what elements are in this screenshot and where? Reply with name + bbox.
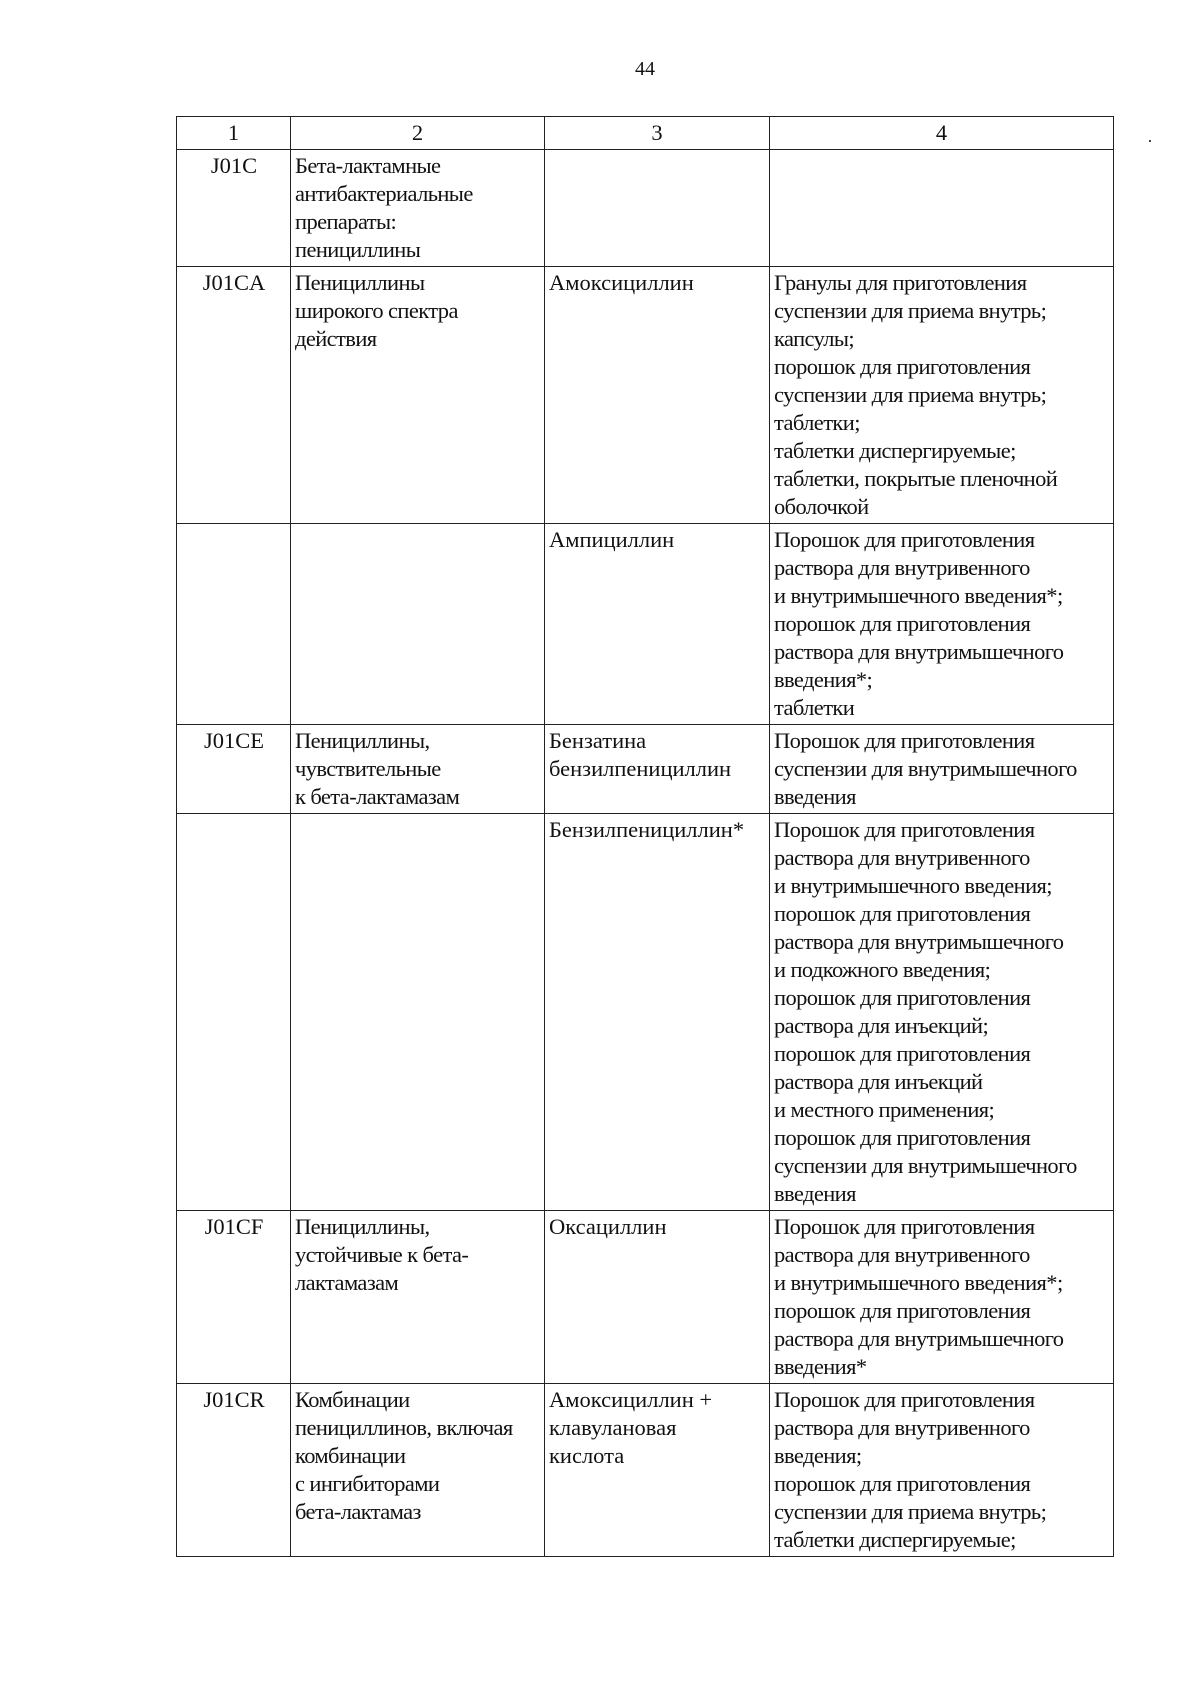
header-cell-2: 2: [291, 117, 545, 150]
dosage-form-line: Порошок для приготовления: [774, 728, 1035, 753]
dosage-form-line: оболочкой: [774, 494, 869, 519]
page-number: 44: [635, 58, 655, 80]
dosage-form-line: порошок для приготовления: [774, 1125, 1031, 1150]
dosage-form-line: капсулы;: [774, 326, 855, 351]
dosage-form-line: порошок для приготовления: [774, 611, 1031, 636]
dosage-form-line: раствора для внутривенного: [774, 1242, 1030, 1267]
dosage-form-line: порошок для приготовления: [774, 985, 1031, 1010]
group-name-line: лактамазам: [295, 1270, 399, 1295]
group-name-line: широкого спектра: [295, 298, 458, 323]
dosage-forms-cell: [770, 814, 1114, 1211]
group-name-line: антибактериальные: [295, 181, 473, 206]
dosage-form-line: и местного применения;: [774, 1097, 995, 1122]
group-name-line: с ингибиторами: [295, 1471, 440, 1496]
group-name-line: Пенициллины,: [295, 728, 430, 753]
header-cell-1: 1: [177, 117, 291, 150]
group-name-line: Пенициллины,: [295, 1214, 430, 1239]
dosage-form-line: и внутримышечного введения*;: [774, 1270, 1063, 1295]
dosage-form-line: раствора для внутривенного: [774, 555, 1030, 580]
dosage-forms-cell: [770, 267, 1114, 524]
header-cell-4: 4: [770, 117, 1114, 150]
drug-name-line: Амоксициллин: [549, 270, 694, 295]
drug-name-line: бензилпенициллин: [549, 756, 732, 781]
dosage-form-line: введения;: [774, 1443, 862, 1468]
drug-name-line: Ампициллин: [549, 527, 675, 552]
group-name-line: чувствительные: [295, 756, 441, 781]
group-name-line: Бета-лактамные: [295, 153, 441, 178]
atc-code-cell: J01CE: [177, 725, 291, 814]
group-name-line: к бета-лактамазам: [295, 784, 460, 809]
dosage-form-line: раствора для внутримышечного: [774, 639, 1064, 664]
group-name-line: действия: [295, 326, 377, 351]
drug-name-line: Амоксициллин +: [549, 1387, 713, 1412]
atc-code-cell: J01CA: [177, 267, 291, 524]
dosage-form-line: и внутримышечного введения*;: [774, 583, 1063, 608]
group-name-cell: [291, 1384, 545, 1557]
atc-code-cell: J01C: [177, 150, 291, 267]
dosage-form-line: порошок для приготовления: [774, 901, 1031, 926]
dosage-forms-cell: [770, 150, 1114, 267]
group-name-line: Пенициллины: [295, 270, 425, 295]
dosage-form-line: суспензии для внутримышечного: [774, 756, 1077, 781]
table-row: [177, 1384, 1114, 1557]
group-name-cell: [291, 814, 545, 1211]
dosage-forms-cell: [770, 1384, 1114, 1557]
drug-name-cell: [545, 150, 770, 267]
dosage-form-line: и подкожного введения;: [774, 957, 991, 982]
group-name-cell: [291, 524, 545, 725]
atc-code-cell: J01CR: [177, 1384, 291, 1557]
drug-name-cell: [545, 524, 770, 725]
dosage-form-line: раствора для внутривенного: [774, 1415, 1030, 1440]
drug-name-line: клавулановая: [549, 1415, 677, 1440]
dosage-form-line: раствора для внутривенного: [774, 845, 1030, 870]
dosage-form-line: Гранулы для приготовления: [774, 270, 1027, 295]
dosage-form-line: порошок для приготовления: [774, 1471, 1031, 1496]
drug-name-cell: [545, 1211, 770, 1384]
dosage-form-line: раствора для внутримышечного: [774, 929, 1064, 954]
dosage-form-line: раствора для внутримышечного: [774, 1326, 1064, 1351]
group-name-cell: [291, 150, 545, 267]
dosage-forms-cell: [770, 725, 1114, 814]
drug-name-cell: [545, 1384, 770, 1557]
dosage-form-line: порошок для приготовления: [774, 354, 1031, 379]
atc-code-cell: J01CF: [177, 1211, 291, 1384]
header-cell-3: 3: [545, 117, 770, 150]
dosage-form-line: таблетки;: [774, 410, 860, 435]
scan-speck: [1149, 140, 1151, 142]
table-row: [177, 1211, 1114, 1384]
group-name-cell: [291, 725, 545, 814]
dosage-form-line: таблетки диспергируемые;: [774, 1527, 1016, 1552]
dosage-form-line: введения: [774, 784, 856, 809]
group-name-line: бета-лактамаз: [295, 1499, 421, 1524]
dosage-form-line: порошок для приготовления: [774, 1298, 1031, 1323]
dosage-form-line: введения*: [774, 1354, 867, 1379]
dosage-forms-cell: [770, 524, 1114, 725]
dosage-form-line: раствора для инъекций;: [774, 1013, 989, 1038]
dosage-form-line: суспензии для приема внутрь;: [774, 298, 1047, 323]
dosage-form-line: раствора для инъекций: [774, 1069, 983, 1094]
dosage-form-line: введения*;: [774, 667, 873, 692]
dosage-form-line: Порошок для приготовления: [774, 1387, 1035, 1412]
atc-code-cell: [177, 524, 291, 725]
dosage-form-line: введения: [774, 1181, 856, 1206]
dosage-form-line: порошок для приготовления: [774, 1041, 1031, 1066]
dosage-form-line: таблетки: [774, 695, 855, 720]
group-name-line: препараты:: [295, 209, 397, 234]
group-name-line: устойчивые к бета-: [295, 1242, 469, 1267]
dosage-form-line: Порошок для приготовления: [774, 817, 1035, 842]
group-name-line: комбинации: [295, 1443, 406, 1468]
drug-name-line: Бензатина: [549, 728, 647, 753]
dosage-form-line: суспензии для приема внутрь;: [774, 1499, 1047, 1524]
drug-name-cell: [545, 267, 770, 524]
atc-code-cell: [177, 814, 291, 1211]
dosage-form-line: таблетки диспергируемые;: [774, 438, 1016, 463]
dosage-form-line: и внутримышечного введения;: [774, 873, 1052, 898]
drug-name-line: Бензилпенициллин*: [549, 817, 745, 842]
group-name-line: пенициллинов, включая: [295, 1415, 513, 1440]
drug-name-line: кислота: [549, 1443, 625, 1468]
table-row: [177, 267, 1114, 524]
medication-table: [176, 116, 1114, 1557]
table-row: [177, 524, 1114, 725]
header-row: [177, 117, 1114, 150]
group-name-cell: [291, 267, 545, 524]
table-row: [177, 814, 1114, 1211]
dosage-form-line: Порошок для приготовления: [774, 527, 1035, 552]
dosage-form-line: суспензии для приема внутрь;: [774, 382, 1047, 407]
drug-name-line: Оксациллин: [549, 1214, 667, 1239]
drug-name-cell: [545, 725, 770, 814]
drug-name-cell: [545, 814, 770, 1211]
dosage-form-line: Порошок для приготовления: [774, 1214, 1035, 1239]
group-name-line: Комбинации: [295, 1387, 410, 1412]
dosage-form-line: суспензии для внутримышечного: [774, 1153, 1077, 1178]
dosage-form-line: таблетки, покрытые пленочной: [774, 466, 1058, 491]
dosage-forms-cell: [770, 1211, 1114, 1384]
table-row: [177, 725, 1114, 814]
table-body: [177, 117, 1114, 1557]
table-row: [177, 150, 1114, 267]
group-name-line: пенициллины: [295, 237, 421, 262]
group-name-cell: [291, 1211, 545, 1384]
